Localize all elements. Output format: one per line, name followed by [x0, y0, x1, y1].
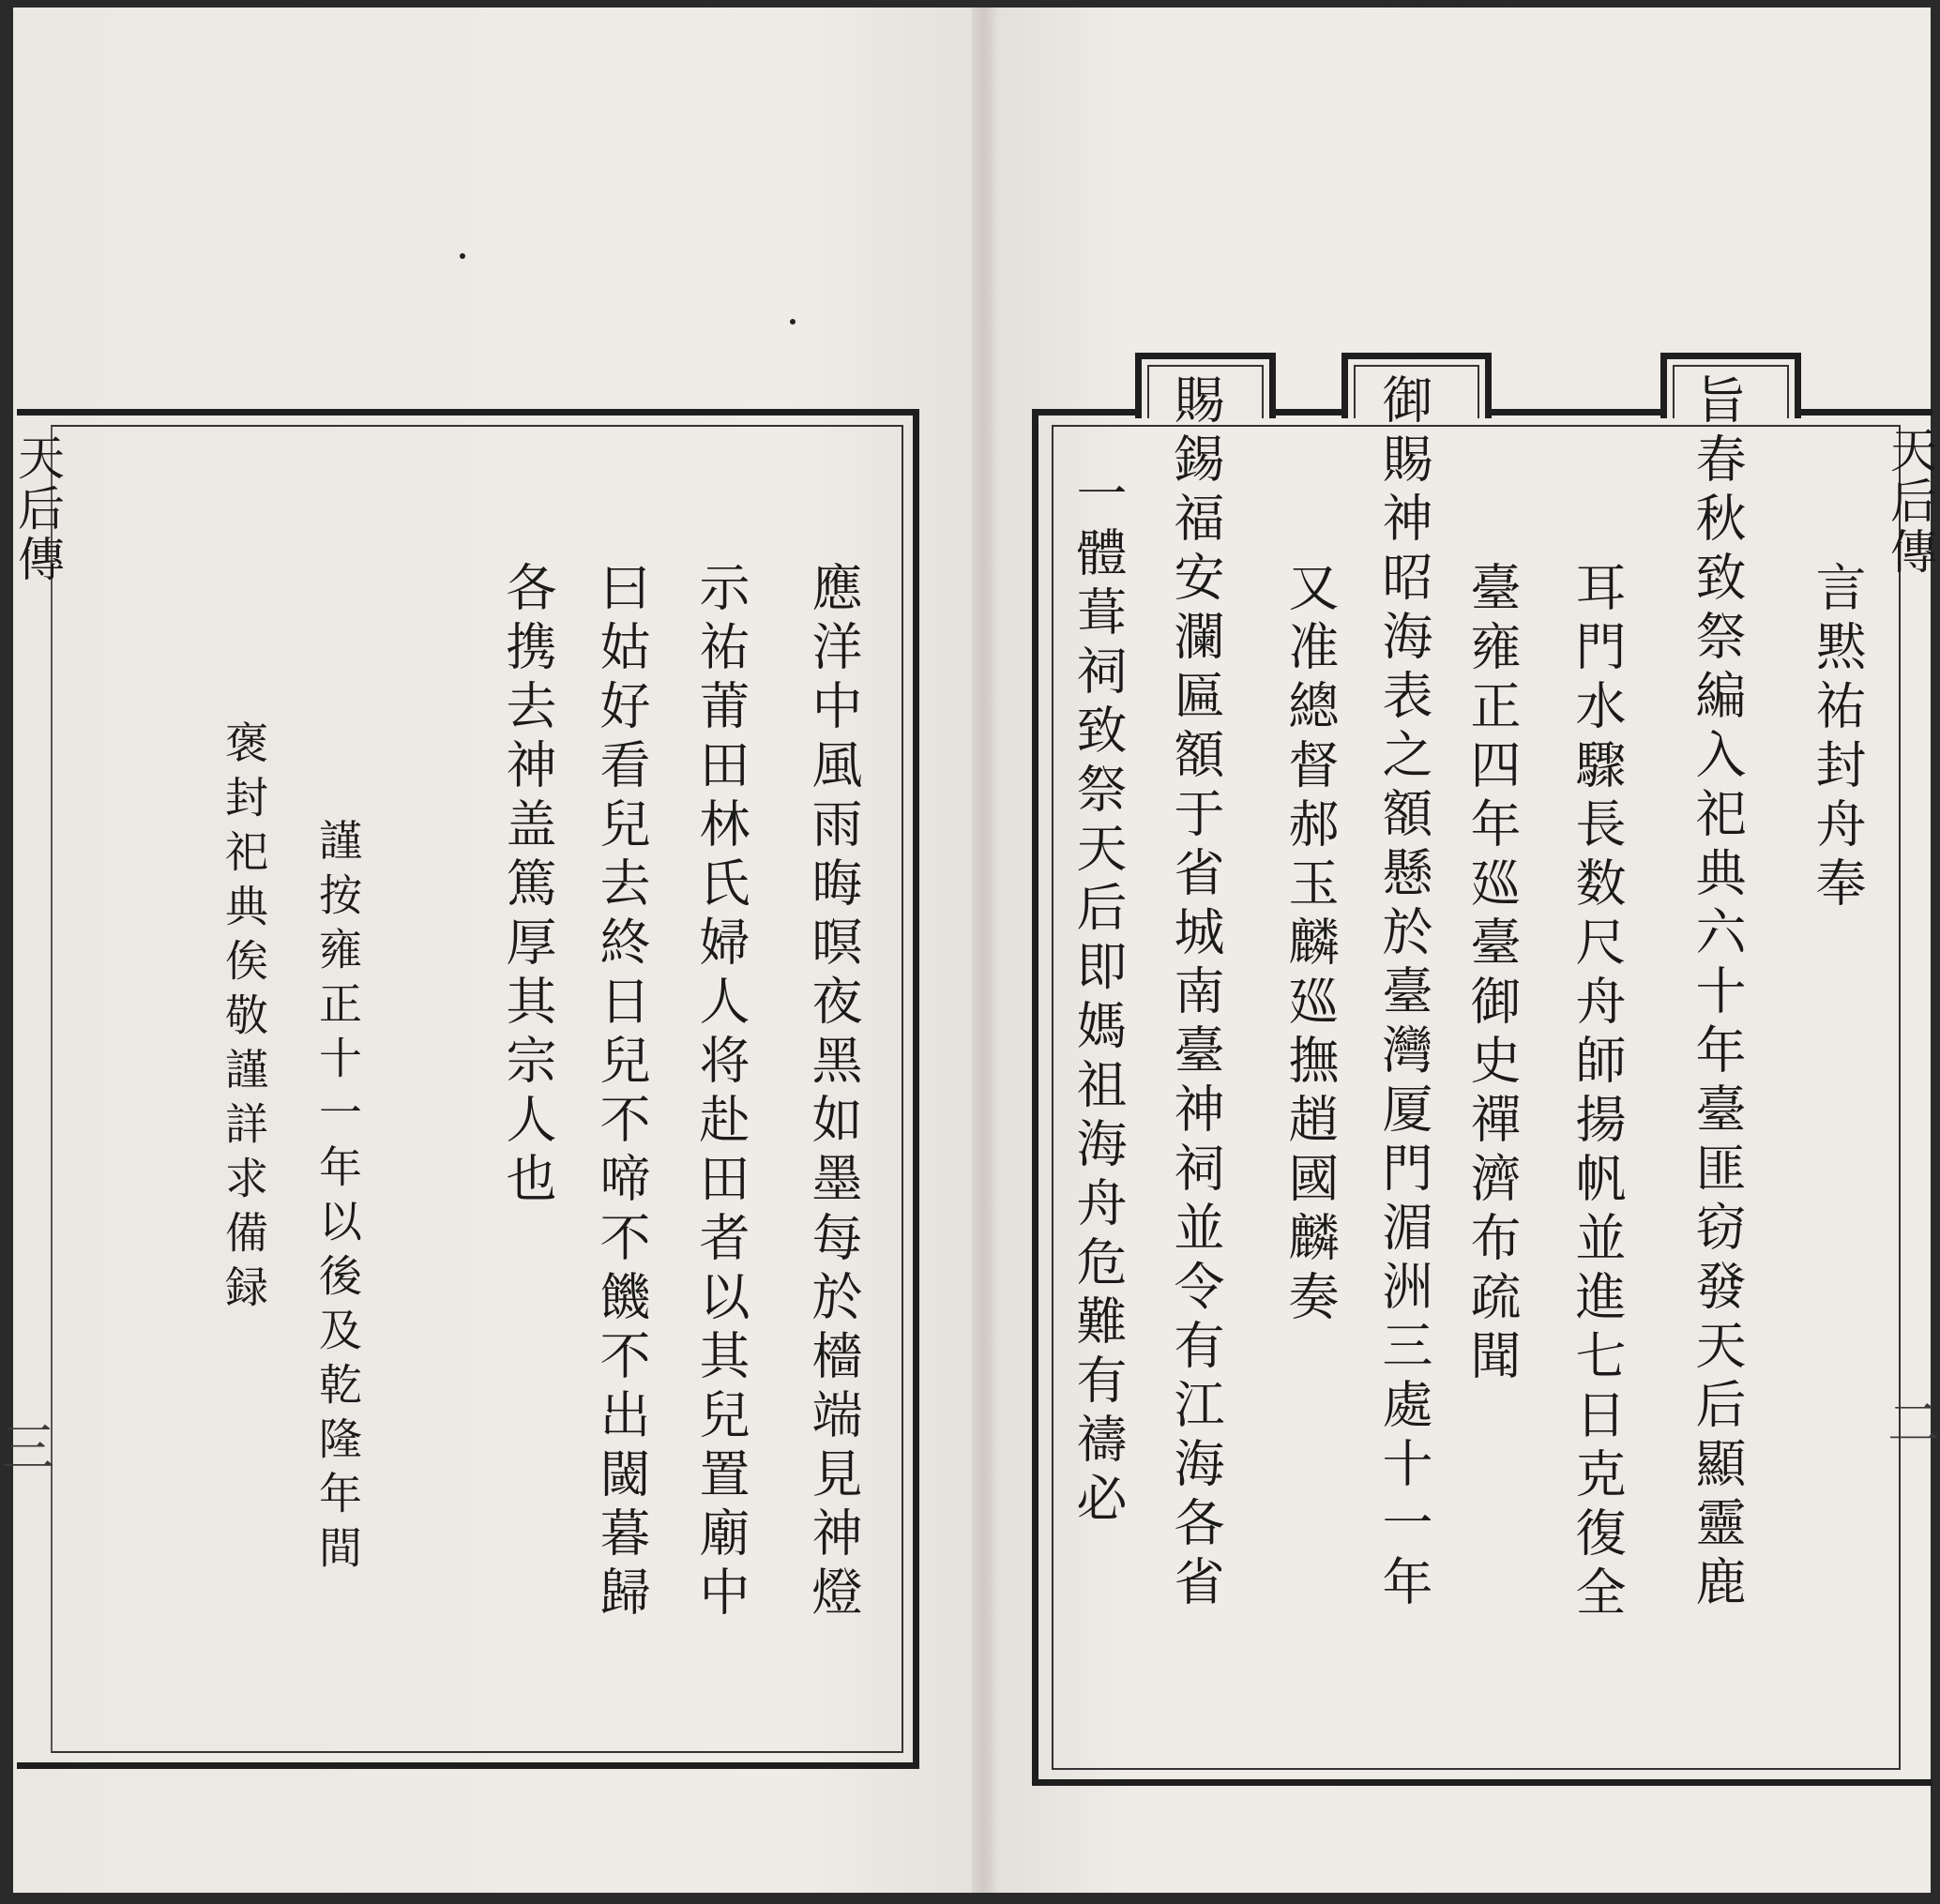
- right-column-5: 御賜神昭海表之額懸於臺灣厦門湄洲三處十一年: [1374, 373, 1433, 1614]
- right-column-1: 言黙祐封舟奉: [1808, 561, 1867, 915]
- left-folio-number: 三: [2, 1418, 54, 1479]
- ink-speck: [460, 253, 465, 259]
- right-column-7: 賜錫福安瀾匾額于省城南臺神祠並令有江海各省: [1166, 373, 1225, 1614]
- right-folio-number: 二: [1887, 1394, 1940, 1455]
- left-column-4: 各携去神盖篤厚其宗人也: [498, 561, 557, 1211]
- right-column-6: 又准總督郝玉麟廵撫趙國麟奏: [1281, 561, 1340, 1329]
- right-column-4: 臺雍正四年廵臺御史禪濟布疏聞: [1463, 561, 1522, 1388]
- right-column-8: 一體葺祠致祭天后即媽祖海舟危難有禱必: [1069, 467, 1128, 1531]
- right-column-2: 旨春秋致祭編入祀典六十年臺匪窃發天后顯靈鹿: [1688, 373, 1747, 1614]
- left-margin-title: 天后傳: [10, 433, 65, 585]
- left-column-5-note: 謹按雍正十一年以後及乾隆年間: [312, 818, 363, 1579]
- ink-speck: [790, 319, 796, 325]
- left-page-frame: [17, 409, 919, 1769]
- left-column-2: 示祐莆田林氏婦人将赴田者以其兒置廟中: [691, 561, 750, 1624]
- left-column-1: 應洋中風雨晦暝夜黑如墨每於檣端見神燈: [804, 561, 863, 1624]
- left-column-3: 曰姑好看兒去終日兒不啼不饑不出閾暮歸: [592, 561, 651, 1624]
- left-column-6-note: 褒封祀典俟敬謹詳求備録: [219, 720, 269, 1319]
- right-margin-title: 天后傳: [1883, 426, 1937, 578]
- right-column-3: 耳門水驟長数尺舟師揚帆並進七日克復全: [1568, 561, 1627, 1624]
- book-gutter: [972, 8, 996, 1893]
